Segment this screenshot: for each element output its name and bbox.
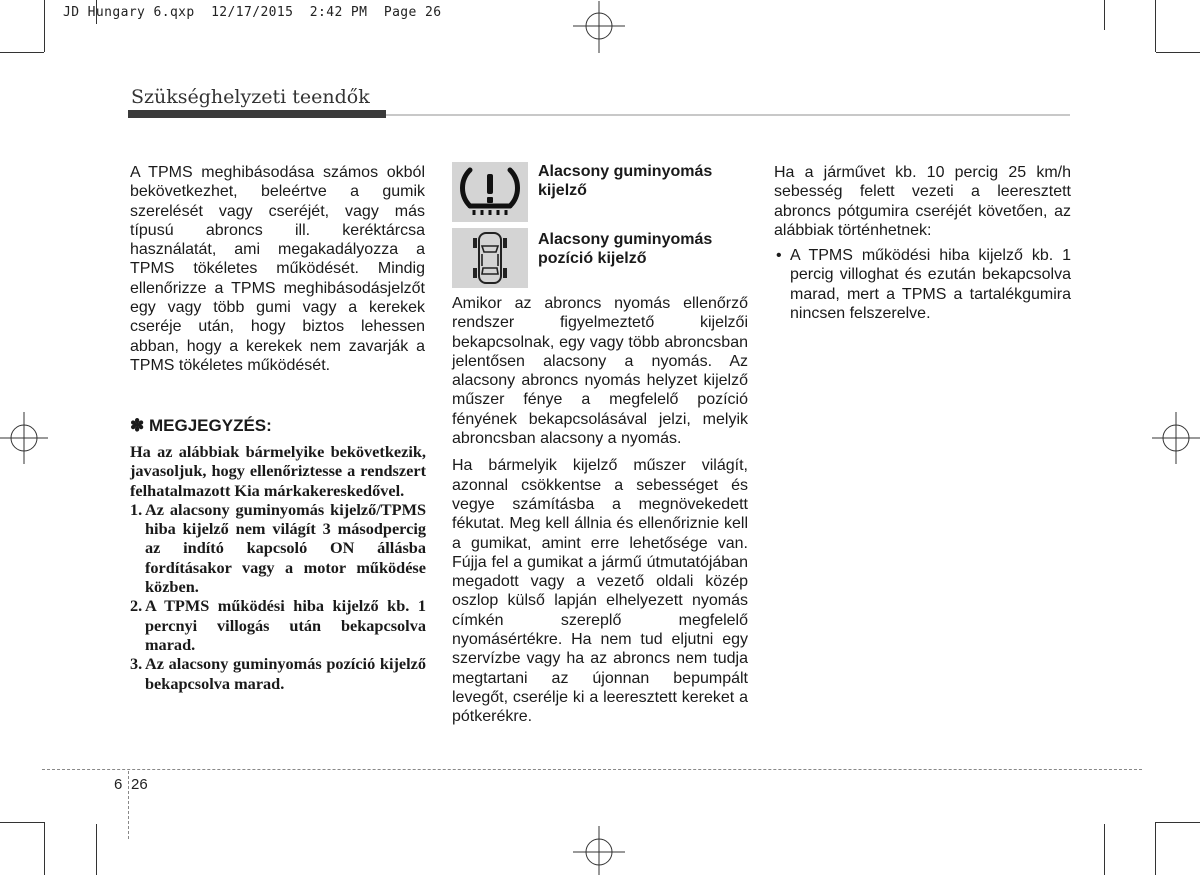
note-list-item (130, 500, 426, 596)
crop-mark (1156, 52, 1200, 53)
list-number: 3. (130, 654, 143, 674)
list-text: A TPMS működési hiba kijelző kb. 1 percnyi villogás után bekapcsolva marad. (145, 596, 426, 654)
car-icon-box (452, 228, 528, 288)
crop-mark (1104, 0, 1105, 30)
note-list-item (130, 654, 426, 693)
list-number: 1. (130, 499, 143, 519)
footer-divider (128, 771, 129, 839)
bullet-text: A TPMS működési hiba kijelző kb. 1 percig villoghat és ezután bekapcsolva marad, mert a TPMS a tartalékgumira nincsen felszerelve. (790, 247, 1071, 323)
registration-mark-icon (571, 1, 627, 57)
print-slug: JD Hungary 6.qxp 12/17/2015 2:42 PM Page 26 (63, 5, 442, 20)
tpms-icon-label: Alacsony guminyomás kijelző (538, 163, 713, 199)
tpms-icon-box (452, 162, 528, 222)
paragraph: Ha bármelyik kijelző műszer világít, azonnal csökkentse a sebességet és vegye számításba a megnövekedett fékutat. Meg kell állnia és ellenőriznie kell a gumikat, amint erre lehetősége van. Fújja fel a gumikat a jármű útmutatójában megadott vagy a vezető oldali közép oszlop külső lapján elhelyezett nyomás címkén szereplő megfelelő nyomásértékre. Ha nem tud eljutni egy szervízbe vagy ha az abroncs nem tudja megtartani az újonnan bepumpált levegőt, cserélje ki a leeresztett kereket a pótkerékre. (452, 457, 748, 726)
column-3 (774, 163, 1071, 323)
title-rule-accent (128, 110, 386, 118)
paragraph: Amikor az abroncs nyomás ellenőrző rendszer figyelmeztető kijelzői bekapcsolnak, egy vagy több abroncsban jelentősen alacsony a nyomás. Az alacsony abroncs nyomás helyzet kijelző műszer fénye a megfelelő pozíció fényének bekapcsolásával jelzi, melyik abroncsban alacsony a nyomás. (452, 295, 748, 448)
paragraph: Ha a járművet kb. 10 percig 25 km/h sebesség felett vezeti a leeresztett abroncs pótgumira cseréjét követően, az alábbiak történhetnek: (774, 164, 1071, 239)
note-text: Ha az alábbiak bármelyike bekövetkezik, javasoljuk, hogy ellenőriztesse a rendszert felhatalmazott Kia márkakereskedővel. (130, 442, 426, 500)
column-1 (130, 163, 425, 375)
note-list-item (130, 596, 426, 654)
registration-mark-icon (0, 410, 50, 466)
crop-mark (44, 0, 45, 52)
bullet-item (774, 246, 1071, 323)
crop-mark (1155, 822, 1156, 875)
note-heading-text: MEGJEGYZÉS: (148, 416, 272, 435)
crop-mark (1104, 824, 1105, 875)
note-heading (130, 416, 272, 436)
footer-rule (42, 769, 1142, 770)
section-title: Szükséghelyzeti teendők (131, 86, 370, 108)
list-text: Az alacsony guminyomás kijelző/TPMS hiba kijelző nem világít 3 másodpercig az indító kapcsoló ON állásba fordításakor vagy a motor működése közben. (145, 499, 426, 597)
registration-mark-icon (571, 824, 627, 880)
note-block (130, 442, 426, 693)
column-2 (452, 294, 748, 727)
crop-mark (0, 52, 44, 53)
crop-mark (96, 824, 97, 875)
list-number: 2. (130, 596, 143, 616)
crop-mark (0, 822, 44, 823)
chapter-number: 6 (114, 776, 123, 793)
intro-paragraph: A TPMS meghibásodása számos okból bekövetkezhet, beleértve a gumik szerelését vagy cseréjét, vagy más típusú abroncs ill. keréktárcsa használatát, ami megakadályozza a TPMS tökéletes működését. Mindig ellenőrizze a TPMS meghibásodásjelzőt egy vagy több gumi vagy a kerekek cseréje után, hogy biztos lehessen abban, hogy a kerekek nem zavarják a TPMS tökéletes működését. (130, 164, 425, 374)
car-top-view-icon (452, 228, 528, 288)
crop-mark (1156, 822, 1200, 823)
bullet-icon: • (776, 247, 782, 265)
crop-mark (44, 822, 45, 875)
list-text: Az alacsony guminyomás pozíció kijelző bekapcsolva marad. (145, 654, 426, 693)
page-number: 26 (131, 776, 148, 793)
note-list (130, 500, 426, 693)
note-symbol-icon: ✽ (130, 416, 145, 435)
car-icon-label: Alacsony guminyomás pozíció kijelző (538, 231, 713, 267)
tpms-warning-icon (452, 162, 528, 222)
crop-mark (1155, 0, 1156, 52)
registration-mark-icon (1150, 410, 1200, 466)
